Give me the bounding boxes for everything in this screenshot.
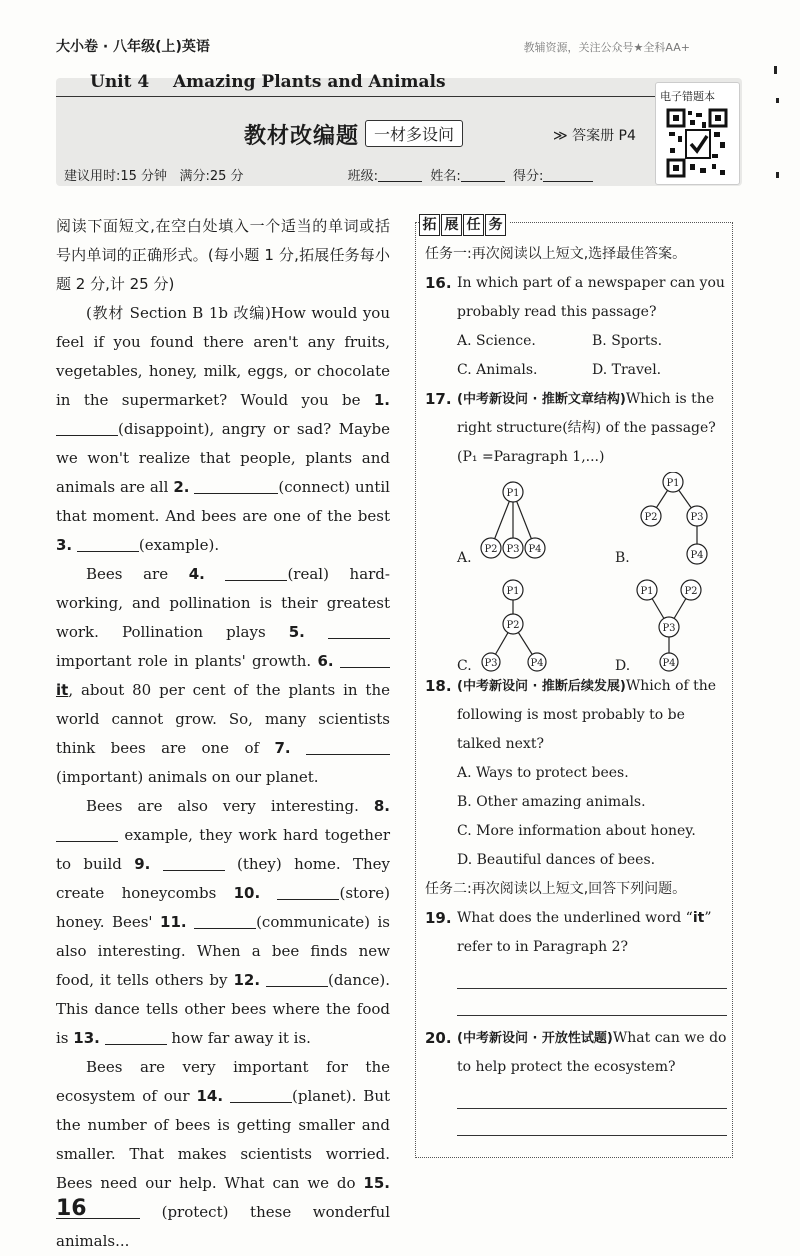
- p3-text: (they) home. They create honeycombs: [56, 855, 390, 902]
- paragraph-2: [56, 560, 390, 792]
- question-18: [425, 672, 727, 759]
- question-17: [425, 385, 727, 472]
- node-label: P4: [662, 658, 676, 669]
- question-tag: (中考新设问 · 开放性试题): [457, 1031, 613, 1046]
- task-2-heading: 任务二:再次阅读以上短文,回答下列问题。: [425, 881, 687, 897]
- answer-blank-11[interactable]: [194, 914, 256, 929]
- answer-blank-5[interactable]: [328, 624, 390, 639]
- blank-number: 13.: [73, 1029, 100, 1047]
- option[interactable]: D. Travel.: [592, 362, 662, 378]
- node-label: P3: [506, 544, 520, 555]
- question-body: ” refer to in Paragraph 2?: [457, 910, 712, 955]
- node-label: P2: [484, 544, 498, 555]
- heading-char: 务: [485, 214, 506, 236]
- p3-text: (dance). This dance tells other bees where the food is: [56, 971, 390, 1047]
- tasks-column: [425, 240, 727, 1136]
- option-label-d: D.: [615, 658, 631, 672]
- p4-text: (planet). But the number of bees is getting smaller and smaller. That makes scientists worried. Bees need our help. What can we do: [56, 1087, 391, 1192]
- blank-number: 1.: [373, 391, 390, 409]
- score-blank[interactable]: [543, 169, 593, 182]
- node-label: P2: [644, 512, 658, 523]
- node-label: P2: [506, 620, 520, 631]
- answer-blank-14[interactable]: [230, 1088, 292, 1103]
- answer-blank-3[interactable]: [77, 537, 139, 552]
- unit-rule: [56, 96, 656, 97]
- question-text: [457, 672, 727, 759]
- edge-mark: [774, 66, 777, 74]
- paragraph-4: [56, 1053, 390, 1256]
- answer-blank-13[interactable]: [105, 1030, 167, 1045]
- blank-number: 12.: [233, 971, 261, 989]
- p4-text: (protect) these wonderful animals...: [56, 1203, 390, 1250]
- answer-blank-8[interactable]: [56, 827, 118, 842]
- node-label: P1: [506, 586, 520, 597]
- option-label-c: C.: [457, 658, 472, 672]
- book-title: 大小卷 · 八年级(上)英语: [56, 39, 210, 55]
- score-label: 满分:25 分: [179, 169, 244, 184]
- answer-blank-9[interactable]: [163, 856, 225, 871]
- qr-code-icon[interactable]: [666, 108, 728, 178]
- qr-label: 电子错题本: [660, 90, 715, 103]
- question-body: Which of the following is most probably to be talked next?: [457, 678, 717, 752]
- p2-text: important role in plants' growth.: [56, 652, 318, 670]
- node-label: P3: [484, 658, 498, 669]
- heading-char: 展: [441, 214, 462, 236]
- node-label: P4: [530, 658, 544, 669]
- p2-text: , about 80 per cent of the plants in the world cannot grow. So, many scientists think bees are one of: [56, 681, 390, 757]
- name-blank[interactable]: [461, 169, 505, 182]
- question-number: 18.: [425, 677, 452, 695]
- p2-text: (important) animals on our planet.: [56, 768, 319, 786]
- p1-text: (example).: [138, 536, 220, 554]
- structure-diagram-svg[interactable]: [425, 472, 727, 672]
- class-blank[interactable]: [378, 169, 422, 182]
- option[interactable]: C. Animals.: [457, 362, 538, 378]
- unit-name: Amazing Plants and Animals: [172, 72, 446, 92]
- answer-blank-4[interactable]: [225, 566, 287, 581]
- info-row: [64, 165, 654, 184]
- question-20: [425, 1024, 727, 1082]
- node-label: P2: [684, 586, 698, 597]
- blank-number: 3.: [56, 536, 73, 554]
- blank-number: 6.: [317, 652, 334, 670]
- passage-column: [56, 212, 390, 1256]
- blank-number: 15.: [363, 1174, 390, 1192]
- question-body: What can we do to help protect the ecosystem?: [457, 1030, 727, 1075]
- blank-number: 10.: [233, 884, 261, 902]
- p3-text: how far away it is.: [166, 1029, 311, 1047]
- blank-number: 9.: [134, 855, 151, 873]
- node-label: P4: [690, 550, 704, 561]
- promo-text: 教辅资源，关注公众号★全科AA+: [523, 41, 690, 54]
- node-label: P1: [640, 586, 654, 597]
- name-label: 姓名:: [430, 169, 461, 184]
- p4-text: Bees are very important for the ecosystem of our: [56, 1058, 390, 1105]
- blank-number: 5.: [288, 623, 305, 641]
- blank-number: 4.: [188, 565, 205, 583]
- question-text: In which part of a newspaper can you probably read this passage?: [457, 275, 725, 320]
- page-number: 16: [56, 1196, 87, 1221]
- node-label: P1: [666, 478, 680, 489]
- answer-blank-6[interactable]: [340, 653, 390, 668]
- page-title: 教材改编题: [244, 124, 360, 149]
- blank-number: 14.: [196, 1087, 224, 1105]
- option[interactable]: C. More information about honey.: [457, 823, 696, 839]
- node-label: P1: [506, 488, 520, 499]
- unit-number: Unit 4: [90, 72, 150, 92]
- question-text: [457, 385, 727, 472]
- answer-line-20b[interactable]: [457, 1109, 727, 1136]
- p2-text: Bees are: [86, 565, 189, 583]
- p1-text: (disappoint), angry or sad? Maybe we won't realize that people, plants and animals are all: [56, 420, 390, 496]
- answer-blank-1[interactable]: [56, 421, 118, 436]
- option-label-a: A.: [457, 550, 472, 566]
- question-body: Which is the right structure(结构) of the passage? (P₁ =Paragraph 1,...): [457, 391, 716, 465]
- question-number: 17.: [425, 390, 452, 408]
- option[interactable]: A. Science.: [457, 333, 536, 349]
- option[interactable]: A. Ways to protect bees.: [457, 765, 629, 781]
- q16-options-row-2: [425, 356, 727, 385]
- question-tag: (中考新设问 · 推断后续发展): [457, 679, 626, 694]
- paragraph-1: [56, 299, 390, 560]
- instruction: 阅读下面短文,在空白处填入一个适当的单词或括号内单词的正确形式。(每小题 1 分,拓展任务每小题 2 分,计 25 分): [56, 217, 390, 293]
- underlined-it: it: [56, 681, 69, 699]
- extension-heading: [419, 214, 510, 236]
- p3-text: (store) honey. Bees': [56, 884, 390, 931]
- heading-char: 任: [463, 214, 484, 236]
- edge-mark: [776, 172, 779, 178]
- question-19: [425, 904, 727, 962]
- p2-text: (real) hard-working, and pollination is their greatest work. Pollination plays: [56, 565, 390, 641]
- answer-blank-7[interactable]: [306, 740, 390, 755]
- quoted-word: it: [692, 910, 705, 926]
- question-number: 16.: [425, 274, 452, 292]
- option[interactable]: B. Other amazing animals.: [457, 794, 646, 810]
- option-label-b: B.: [615, 550, 630, 566]
- p3-text: (communicate) is also interesting. When a bee finds new food, it tells others by: [56, 913, 390, 989]
- option[interactable]: B. Sports.: [592, 333, 663, 349]
- task-1-heading: 任务一:再次阅读以上短文,选择最佳答案。: [425, 246, 687, 262]
- node-label: P3: [662, 623, 676, 634]
- answer-blank-2[interactable]: [194, 479, 278, 494]
- structure-diagrams: [425, 472, 727, 672]
- unit-heading: [90, 72, 446, 92]
- p1-text: (教材 Section B 1b 改编)How would you feel if you found there aren't any fruits, vegetables, honey, milk, eggs, or chocolate in the supermarket? Would you be: [56, 304, 390, 409]
- option[interactable]: D. Beautiful dances of bees.: [457, 852, 656, 868]
- heading-char: 拓: [419, 214, 440, 236]
- question-16: [425, 269, 727, 327]
- question-number: 20.: [425, 1029, 452, 1047]
- q16-options-row-1: [425, 327, 727, 356]
- question-body: What does the underlined word “: [457, 910, 693, 926]
- answer-blank-10[interactable]: [277, 885, 339, 900]
- question-text: [457, 1024, 727, 1082]
- answer-line-19a[interactable]: [457, 962, 727, 989]
- answer-reference: ≫ 答案册 P4: [553, 128, 636, 144]
- blank-number: 7.: [274, 739, 291, 757]
- blank-number: 2.: [173, 478, 190, 496]
- class-label: 班级:: [347, 169, 379, 184]
- question-tag: (中考新设问 · 推断文章结构): [457, 392, 626, 407]
- node-label: P4: [528, 544, 542, 555]
- answer-blank-12[interactable]: [266, 972, 328, 987]
- answer-line-19b[interactable]: [457, 989, 727, 1016]
- p3-text: Bees are also very interesting.: [86, 797, 374, 815]
- p1-text: (connect) until that moment. And bees are one of the best: [56, 478, 390, 525]
- subtitle-tag: 一材多设问: [365, 120, 463, 147]
- time-label: 建议用时:15 分钟: [64, 169, 168, 184]
- question-number: 19.: [425, 909, 452, 927]
- got-label: 得分:: [512, 169, 544, 184]
- edge-mark: [776, 98, 779, 103]
- p3-text: example, they work hard together to build: [56, 826, 390, 873]
- answer-line-20a[interactable]: [457, 1082, 727, 1109]
- question-text: [457, 904, 727, 962]
- blank-number: 11.: [160, 913, 187, 931]
- node-label: P3: [690, 512, 704, 523]
- paragraph-3: [56, 792, 390, 1053]
- blank-number: 8.: [373, 797, 390, 815]
